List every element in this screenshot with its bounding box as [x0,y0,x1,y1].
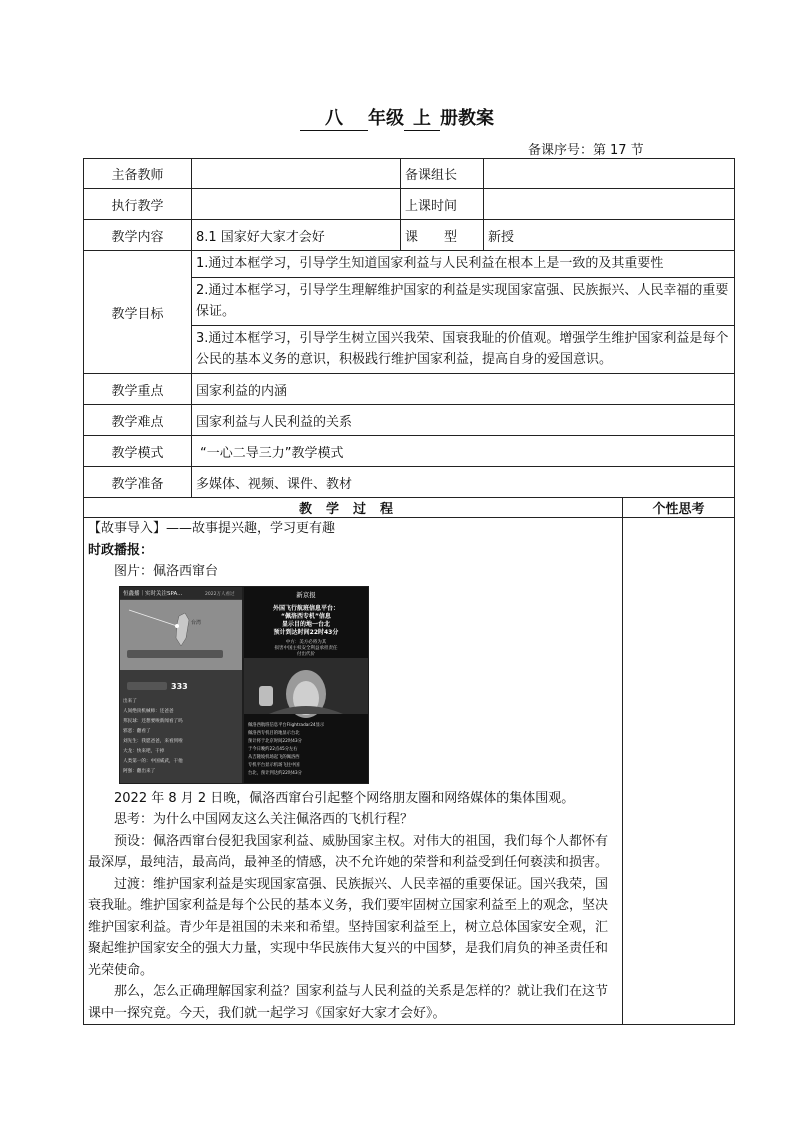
caption-1: 佩洛西航班信息平台Flightradar24显示 [248,722,325,728]
picture-label: 图片：佩洛西窜台 [114,564,219,579]
lead-teacher-value [192,159,401,189]
caption-4: 于今日晚约22点45分左右 [248,746,298,752]
news-photo [119,586,369,784]
comment-3: 邦民球：还想要唉新闻看了吗 [123,718,183,724]
story-intro: 【故事导入】——故事提兴趣，学习更有趣 [88,521,336,536]
plane-marker [175,624,179,628]
seq-suffix: 节 [630,143,644,158]
row-key-point [84,374,735,405]
row-content [84,220,735,251]
row-difficulty [84,405,735,436]
comment-1: 出来了 [123,698,137,704]
prep-label: 教学准备 [84,467,192,498]
comment-5: 刘先生：我愿爸爸，来看到啦 [123,738,183,744]
lead-teacher-label: 主备教师 [84,159,192,189]
row-mode [84,436,735,467]
process-content [84,518,623,1025]
row-objectives [84,251,735,374]
caption-6: 专机平台显示机场飞往中国 [248,762,300,768]
news-label: 时政播报： [88,542,154,558]
group-leader-value [484,159,735,189]
row-exec [84,189,735,220]
objectives-label: 教学目标 [84,251,192,374]
mode-label: 教学模式 [84,436,192,467]
comment-4: 邪恶：翻看了 [123,728,151,734]
exec-value [192,189,401,220]
para-intro: 那么，怎么正确理解国家利益？国家利益与人民利益的关系是怎样的？就让我们在这节课中一探究竟。今天，我们就一起学习《国家好大家才会好》。 [88,984,609,1021]
para-transition: 过渡：维护国家利益是实现国家富强、民族振兴、人民幸福的重要保证。国兴我荣，国衰我耻。维护国家利益是每个公民的基本义务，我们要牢固树立国家利益至上的观念，坚决维护国家利益。青少年是祖国的未来和希望。坚持国家利益至上，树立总体国家安全观，汇聚起维护国家安全的强大力量，实现中华民族伟大复兴的中国梦，是我们肩负的神圣责任和光荣使命。 [88,876,609,978]
caption-5: 从吉隆坡机场起飞的佩洛西 [248,754,300,760]
headline-1: 外国飞行航班信息平台： [272,604,340,612]
objective-1: 1.通过本框学习，引导学生知道国家利益与人民利益在根本上是一致的及其重要性 [196,256,664,271]
app-title: 恒鑫播｜实时关注SPA... [123,590,183,597]
objective-2: 2.通过本框学习，引导学生理解维护国家的利益是实现国家富强、民族振兴、人民幸福的重要保证。 [192,277,734,325]
thinking-title: 个性思考 [623,498,735,518]
caption-7: 台北，预计到达约22时43分 [248,770,302,776]
objective-3: 3.通过本框学习，引导学生树立国兴我荣、国衰我耻的价值观。增强学生维护国家利益是每个公民的基本义务的意识，积极践行维护国家利益，提高自身的爱国意识。 [192,325,734,373]
content-label: 教学内容 [84,220,192,251]
row-process-body [84,518,735,1025]
difficulty-value: 国家利益与人民利益的关系 [192,405,735,436]
key-point-label: 教学重点 [84,374,192,405]
headline-4: 预计到达时间22时43分 [273,628,339,636]
subtitle-3: 付出代价 [297,651,315,657]
count-number: 333 [171,681,188,691]
page-title [0,104,794,131]
comment-6: 大龙：快来吧，干掉 [123,748,165,754]
difficulty-label: 教学难点 [84,405,192,436]
para-date: 2022 年 8 月 2 日晚，佩洛西窜台引起整个网络朋友圈和网络媒体的集体围观。 [114,790,575,806]
caption-3: 预计将于北京时间22时43分 [248,738,302,744]
headline-2: “佩洛西专机”信息 [281,612,331,620]
content-value: 8.1 国家好大家才会好 [192,220,401,251]
type-value: 新授 [484,220,735,251]
key-point-value: 国家利益的内涵 [192,374,735,405]
grade-suffix: 年级 [368,108,404,129]
seq-label: 备课序号：第 [528,143,607,158]
headline-3: 显示目的地一台北 [281,620,331,628]
objectives-cell [192,251,735,374]
exec-label: 执行教学 [84,189,192,220]
group-leader-label: 备课组长 [401,159,484,189]
thinking-cell [623,518,735,1025]
prep-value: 多媒体、视频、课件、教材 [192,467,735,498]
comment-8: 阿强：翻出来了 [123,768,156,774]
time-label: 上课时间 [401,189,484,220]
view-count: 2022万人看过 [205,591,235,597]
lesson-plan-table [83,158,735,1025]
subtitle-2: 损害中国主权安全利益承担责任 [274,645,338,651]
para-question: 思考：为什么中国网友这么关注佩洛西的飞机行程？ [114,812,414,827]
term-value: 上 [404,104,440,131]
row-process-header [84,498,735,518]
comment-2: 人间绝顶机械师：还爸爸 [123,708,174,714]
time-value [484,189,735,220]
subtitle-1: 中方：美方必将为其 [285,639,327,645]
mode-value: “一心二导三力”教学模式 [192,436,735,467]
grade-value: 八 [300,104,368,131]
seq-number: 17 [606,143,631,159]
term-suffix: 册教案 [440,108,494,129]
row-lead-teacher [84,159,735,189]
type-label: 课 型 [401,220,484,251]
map-label: 台湾 [191,619,202,626]
process-title: 教学过程 [84,498,623,518]
comment-7: 人类第一的：中国威武，干他 [123,758,183,764]
lesson-sequence [528,139,644,158]
news-brand: 新京报 [296,590,316,599]
portrait-photo [244,658,368,718]
para-preset: 预设：佩洛西窜台侵犯我国家利益、威胁国家主权。对伟大的祖国，我们每个人都怀有最深厚，最纯洁，最高尚，最神圣的情感，决不允许她的荣誉和利益受到任何亵渎和损害。 [88,833,609,870]
caption-2: 佩洛西专机目的地显示台北 [248,730,300,736]
row-prep [84,467,735,498]
